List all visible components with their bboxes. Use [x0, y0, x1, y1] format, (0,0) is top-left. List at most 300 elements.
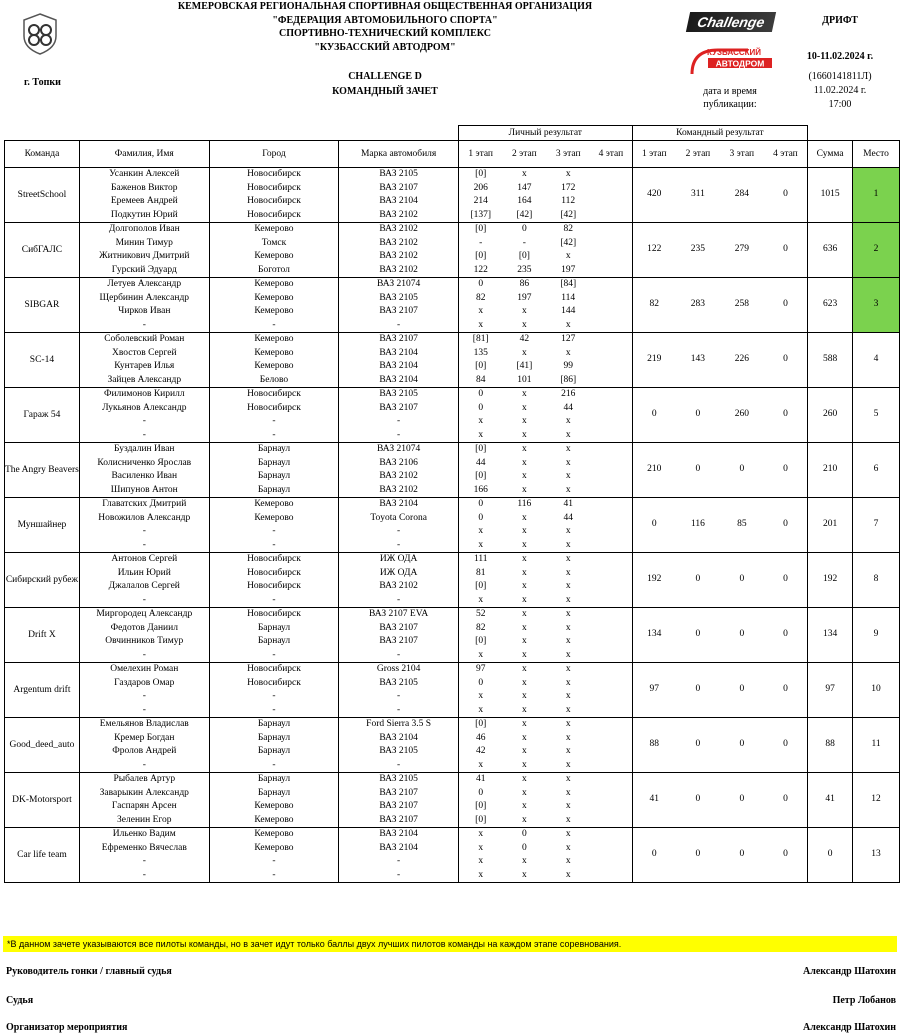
team-place: 10: [853, 663, 900, 718]
event-name: CHALLENGE D: [348, 71, 422, 82]
column-header-team-stage-1: 1 этап: [632, 141, 676, 168]
team-stage-1: 0: [632, 388, 676, 443]
pilot-name: -: [79, 594, 209, 608]
personal-stage-1: [0]: [459, 814, 503, 828]
team-sum: 260: [808, 388, 853, 443]
personal-stage-1: 42: [475, 746, 486, 756]
pilot-car: ВАЗ 2104: [339, 374, 459, 388]
pilot-car: ВАЗ 2105: [339, 745, 459, 759]
personal-stage-1: 82: [475, 292, 486, 303]
personal-stage-4: [590, 553, 632, 567]
column-header-personal-stage-3: 3 этап: [546, 141, 590, 168]
pilot-city: Барнаул: [209, 745, 339, 759]
personal-stage-3: x: [565, 444, 571, 454]
pilot-city: -: [209, 594, 339, 608]
personal-stage-1: [0]: [475, 636, 487, 646]
personal-stage-2: 147: [517, 182, 532, 193]
personal-stage-1: 166: [459, 484, 503, 498]
personal-stage-3: x: [565, 787, 571, 798]
pilot-car: Gross 2104: [339, 663, 459, 677]
pilot-name: Емельянов Владислав: [79, 718, 209, 732]
personal-stage-3: 99: [563, 361, 573, 371]
personal-stage-3: x: [565, 169, 571, 179]
judge-role: Судья: [6, 995, 34, 1006]
pilot-car: ВАЗ 2107: [339, 333, 459, 347]
team-stage-1: 0: [632, 828, 676, 883]
team-stage-2: 0: [676, 663, 720, 718]
pilot-car: -: [339, 539, 459, 553]
federation-emblem-icon: [20, 12, 60, 56]
personal-stage-4: [590, 347, 632, 361]
personal-stage-3: 82: [563, 224, 573, 234]
team-stage-3: 0: [720, 553, 764, 608]
personal-stage-2: 0: [521, 224, 527, 234]
event-code: (1660141811Л): [808, 71, 872, 82]
personal-stage-2: [42]: [502, 209, 546, 223]
column-header-team-stage-3: 3 этап: [720, 141, 764, 168]
pilot-name: -: [79, 855, 209, 869]
team-stage-3: 226: [720, 333, 764, 388]
personal-stage-3: x: [546, 704, 590, 718]
publication-date: 11.02.2024 г.: [813, 85, 867, 96]
pilot-name: Житникович Дмитрий: [79, 250, 209, 264]
pilot-city: Барнаул: [209, 635, 339, 649]
personal-stage-2: x: [521, 416, 527, 426]
personal-stage-1: 0: [478, 279, 484, 289]
pilot-name: Газдаров Омар: [79, 677, 209, 691]
pilot-city: Кемерово: [209, 278, 339, 292]
pilot-name: Овчинников Тимур: [79, 635, 209, 649]
personal-stage-2: 101: [502, 374, 546, 388]
personal-stage-2: x: [521, 801, 527, 811]
team-stage-1: 192: [632, 553, 676, 608]
pilot-city: Новосибирск: [209, 608, 339, 622]
personal-stage-1: [0]: [475, 251, 487, 261]
personal-stage-3: 41: [563, 499, 573, 509]
personal-stage-3: x: [546, 594, 590, 608]
pilot-row: [5, 388, 900, 402]
personal-stage-3: x: [565, 829, 571, 839]
personal-stage-1: 0: [478, 677, 484, 688]
personal-stage-4: [590, 745, 632, 759]
pilot-name: Хвостов Сергей: [79, 347, 209, 361]
personal-stage-3: 197: [546, 264, 590, 278]
organization-header: [150, 0, 620, 54]
team-stage-4: 0: [764, 553, 808, 608]
pilot-row: [5, 608, 900, 622]
team-name: СибГАЛС: [5, 223, 80, 278]
pilot-car: ВАЗ 2107: [339, 402, 459, 416]
team-name: Argentum drift: [5, 663, 80, 718]
personal-stage-4: [590, 539, 632, 553]
pilot-city: Барнаул: [209, 787, 339, 801]
personal-stage-4: [590, 787, 632, 801]
pilot-car: ВАЗ 2106: [339, 457, 459, 471]
pilot-car: ВАЗ 2107: [339, 622, 459, 636]
team-place: 13: [853, 828, 900, 883]
team-stage-1: 134: [632, 608, 676, 663]
pilot-name: Подкутин Юрий: [79, 209, 209, 223]
pilot-city: -: [209, 855, 339, 869]
personal-stage-2: 197: [517, 292, 532, 303]
personal-stage-4: [590, 333, 632, 347]
personal-stage-2: x: [521, 347, 527, 358]
personal-stage-2: x: [521, 746, 527, 756]
pilot-row: [5, 443, 900, 457]
team-stage-2: 143: [676, 333, 720, 388]
personal-stage-1: 0: [478, 512, 484, 523]
pilot-name: Федотов Даниил: [79, 622, 209, 636]
org-line-3: СПОРТИВНО-ТЕХНИЧЕСКИЙ КОМПЛЕКС: [278, 28, 491, 39]
pilot-car: ВАЗ 2104: [339, 347, 459, 361]
pilot-name: -: [79, 525, 209, 539]
team-stage-3: 0: [720, 663, 764, 718]
personal-stage-1: x: [478, 691, 484, 701]
personal-stage-4: [590, 429, 632, 443]
personal-stage-1: x: [459, 539, 503, 553]
team-stage-1: 210: [632, 443, 676, 498]
pilot-car: ВАЗ 2102: [339, 470, 459, 484]
personal-stage-2: x: [521, 677, 527, 688]
personal-stage-4: [590, 594, 632, 608]
team-sum: 134: [808, 608, 853, 663]
personal-stage-4: [590, 388, 632, 402]
organizer-role: Организатор мероприятия: [6, 1022, 128, 1033]
column-header-personal-stage-4: 4 этап: [590, 141, 632, 168]
personal-stage-3: x: [546, 319, 590, 333]
pilot-name: Ефременко Вячеслав: [79, 842, 209, 856]
team-stage-3: 0: [720, 718, 764, 773]
pilot-name: Гурский Эдуард: [79, 264, 209, 278]
pilot-city: Кемерово: [209, 814, 339, 828]
personal-stage-2: x: [502, 429, 546, 443]
personal-stage-3: x: [546, 814, 590, 828]
team-name: The Angry Beavers: [5, 443, 80, 498]
pilot-car: ВАЗ 2105: [339, 677, 459, 691]
pilot-car: ВАЗ 2105: [339, 292, 459, 306]
pilot-row: [5, 223, 900, 237]
personal-stage-3: 172: [561, 182, 576, 193]
column-header-row: [5, 141, 900, 168]
personal-stage-1: [0]: [475, 581, 487, 591]
pilot-name: -: [79, 539, 209, 553]
personal-stage-1: x: [459, 429, 503, 443]
pilot-name: Филимонов Кирилл: [79, 388, 209, 402]
pilot-city: Кемерово: [209, 305, 339, 319]
team-stage-3: 0: [720, 828, 764, 883]
team-stage-2: 0: [676, 608, 720, 663]
personal-stage-3: x: [565, 801, 571, 811]
team-stage-4: 0: [764, 773, 808, 828]
personal-stage-1: x: [478, 416, 484, 426]
team-stage-1: 0: [632, 498, 676, 553]
pilot-name: Шипунов Антон: [79, 484, 209, 498]
personal-stage-4: [590, 195, 632, 209]
personal-stage-3: [84]: [560, 279, 577, 289]
personal-stage-4: [590, 457, 632, 471]
team-place: 11: [853, 718, 900, 773]
personal-stage-4: [590, 635, 632, 649]
personal-stage-2: x: [521, 636, 527, 646]
team-sum: 41: [808, 773, 853, 828]
personal-stage-1: x: [459, 319, 503, 333]
personal-stage-1: [0]: [475, 169, 487, 179]
pilot-name: -: [79, 869, 209, 883]
personal-stage-4: [590, 512, 632, 526]
team-stage-4: 0: [764, 333, 808, 388]
personal-stage-1: 82: [475, 622, 486, 633]
personal-stage-3: x: [565, 609, 571, 619]
personal-stage-2: x: [502, 704, 546, 718]
pilot-city: Новосибирск: [209, 677, 339, 691]
personal-stage-1: x: [459, 649, 503, 663]
pilot-car: -: [339, 319, 459, 333]
team-stage-2: 116: [676, 498, 720, 553]
team-stage-1: 82: [632, 278, 676, 333]
pilot-car: ВАЗ 2102: [339, 264, 459, 278]
personal-stage-4: [590, 800, 632, 814]
pilot-car: ВАЗ 2104: [339, 195, 459, 209]
team-sum: 210: [808, 443, 853, 498]
pilot-city: -: [209, 690, 339, 704]
pilot-car: -: [339, 704, 459, 718]
pilot-city: Кемерово: [209, 828, 339, 842]
personal-stage-2: 86: [519, 279, 530, 289]
personal-stage-3: x: [546, 429, 590, 443]
team-stage-2: 0: [676, 718, 720, 773]
personal-stage-3: x: [565, 622, 571, 633]
logo-line-2: АВТОДРОМ: [715, 58, 765, 69]
personal-stage-4: [590, 704, 632, 718]
personal-stage-1: 122: [459, 264, 503, 278]
personal-stage-4: [590, 374, 632, 388]
team-name: Car life team: [5, 828, 80, 883]
org-line-4: "КУЗБАССКИЙ АВТОДРОМ": [314, 41, 456, 53]
personal-stage-3: 114: [561, 292, 576, 303]
personal-stage-1: 111: [473, 554, 488, 564]
team-place: 8: [853, 553, 900, 608]
personal-stage-4: [590, 182, 632, 196]
pilot-city: Кемерово: [209, 498, 339, 512]
pilot-city: -: [209, 539, 339, 553]
column-header-place: Место: [853, 141, 900, 168]
team-sum: 201: [808, 498, 853, 553]
pilot-city: Кемерово: [209, 800, 339, 814]
team-stage-4: 0: [764, 828, 808, 883]
personal-stage-2: x: [521, 622, 527, 633]
team-stage-4: 0: [764, 278, 808, 333]
pilot-car: ИЖ ОДА: [339, 567, 459, 581]
pilot-city: Новосибирск: [209, 567, 339, 581]
personal-stage-2: 116: [517, 499, 532, 509]
personal-stage-4: [590, 814, 632, 828]
pilot-car: ВАЗ 2107: [339, 800, 459, 814]
personal-stage-2: x: [521, 774, 527, 784]
personal-stage-1: -: [479, 237, 483, 248]
pilot-city: Кемерово: [209, 347, 339, 361]
team-place: 6: [853, 443, 900, 498]
pilot-name: Кремер Богдан: [79, 732, 209, 746]
team-results-group: Командный результат: [632, 126, 808, 141]
pilot-name: -: [79, 759, 209, 773]
personal-stage-2: x: [502, 649, 546, 663]
personal-stage-2: x: [521, 389, 527, 399]
team-sum: 588: [808, 333, 853, 388]
pilot-city: Томск: [209, 237, 339, 251]
personal-stage-3: x: [546, 484, 590, 498]
personal-stage-4: [590, 649, 632, 663]
personal-stage-4: [590, 718, 632, 732]
team-place: 4: [853, 333, 900, 388]
column-header-team-stage-4: 4 этап: [764, 141, 808, 168]
pilot-car: ВАЗ 2104: [339, 732, 459, 746]
team-stage-2: 311: [676, 168, 720, 223]
pilot-name: Главатских Дмитрий: [79, 498, 209, 512]
pilot-city: -: [209, 869, 339, 883]
column-header-sum: Сумма: [808, 141, 853, 168]
standings-title: КОМАНДНЫЙ ЗАЧЕТ: [332, 86, 438, 97]
personal-stage-2: 42: [519, 334, 530, 344]
pilot-city: Кемерово: [209, 512, 339, 526]
results-body: [5, 168, 900, 883]
personal-stage-3: x: [546, 649, 590, 663]
personal-stage-4: [590, 209, 632, 223]
pilot-name: Соболевский Роман: [79, 333, 209, 347]
personal-stage-3: x: [565, 251, 571, 261]
personal-stage-3: x: [546, 869, 590, 883]
personal-stage-4: [590, 250, 632, 264]
team-name: StreetSchool: [5, 168, 80, 223]
personal-stage-4: [590, 470, 632, 484]
personal-stage-4: [590, 828, 632, 842]
team-stage-2: 0: [676, 553, 720, 608]
personal-stage-4: [590, 842, 632, 856]
pilot-car: -: [339, 594, 459, 608]
personal-stage-2: x: [502, 594, 546, 608]
pilot-city: Новосибирск: [209, 195, 339, 209]
personal-stage-3: x: [565, 664, 571, 674]
kuzbass-autodrom-logo: [688, 44, 774, 80]
personal-stage-3: x: [565, 719, 571, 729]
team-sum: 97: [808, 663, 853, 718]
pilot-city: Кемерово: [209, 360, 339, 374]
pilot-car: -: [339, 869, 459, 883]
personal-stage-3: 127: [561, 334, 576, 344]
personal-stage-4: [590, 690, 632, 704]
team-stage-4: 0: [764, 718, 808, 773]
team-stage-1: 88: [632, 718, 676, 773]
personal-stage-3: x: [565, 416, 571, 426]
personal-stage-3: x: [565, 457, 571, 468]
personal-stage-1: 46: [475, 732, 486, 743]
team-stage-2: 283: [676, 278, 720, 333]
pilot-city: Кемерово: [209, 842, 339, 856]
personal-stage-1: x: [478, 306, 484, 316]
pilot-name: Лукьянов Александр: [79, 402, 209, 416]
personal-stage-4: [590, 264, 632, 278]
pilot-car: ВАЗ 21074: [339, 278, 459, 292]
column-header-city: Город: [209, 141, 339, 168]
team-stage-1: 420: [632, 168, 676, 223]
personal-stage-3: x: [565, 347, 571, 358]
personal-stage-4: [590, 168, 632, 182]
personal-stage-2: 0: [521, 842, 527, 853]
team-name: Муншайнер: [5, 498, 80, 553]
pilot-row: [5, 333, 900, 347]
team-stage-1: 41: [632, 773, 676, 828]
pilot-city: Новосибирск: [209, 580, 339, 594]
personal-stage-4: [590, 443, 632, 457]
pilot-car: ВАЗ 2102: [339, 580, 459, 594]
team-sum: 0: [808, 828, 853, 883]
personal-stage-3: x: [565, 526, 571, 536]
personal-stage-2: [41]: [516, 361, 533, 371]
personal-stage-2: x: [502, 484, 546, 498]
pilot-row: [5, 773, 900, 787]
personal-stage-3: 44: [563, 402, 573, 413]
personal-stage-1: [0]: [475, 471, 487, 481]
pilot-car: ВАЗ 2104: [339, 360, 459, 374]
team-stage-4: 0: [764, 663, 808, 718]
team-sum: 192: [808, 553, 853, 608]
personal-stage-3: x: [565, 746, 571, 756]
pilot-city: -: [209, 525, 339, 539]
pilot-row: [5, 553, 900, 567]
team-name: DK-Motorsport: [5, 773, 80, 828]
pilot-car: ИЖ ОДА: [339, 553, 459, 567]
pilot-name: Колисниченко Ярослав: [79, 457, 209, 471]
personal-stage-2: x: [521, 402, 527, 413]
personal-stage-1: x: [478, 526, 484, 536]
team-results-table: [4, 125, 900, 883]
personal-stage-1: 52: [475, 609, 486, 619]
pilot-name: Рыбалев Артур: [79, 773, 209, 787]
column-header-team: Команда: [5, 141, 80, 168]
discipline: ДРИФТ: [822, 15, 858, 26]
org-line-1: КЕМЕРОВСКАЯ РЕГИОНАЛЬНАЯ СПОРТИВНАЯ ОБЩЕСТВЕННАЯ ОРГАНИЗАЦИЯ: [177, 1, 593, 12]
personal-stage-1: x: [459, 869, 503, 883]
personal-stage-2: x: [521, 512, 527, 523]
team-place: 7: [853, 498, 900, 553]
pilot-city: Кемерово: [209, 333, 339, 347]
personal-stage-3: x: [565, 842, 571, 853]
personal-stage-3: x: [565, 567, 571, 578]
pilot-car: ВАЗ 2107: [339, 787, 459, 801]
personal-stage-4: [590, 498, 632, 512]
personal-stage-2: [0]: [518, 251, 530, 261]
pilot-name: Антонов Сергей: [79, 553, 209, 567]
pilot-car: -: [339, 415, 459, 429]
team-stage-2: 0: [676, 828, 720, 883]
pilot-city: Кемерово: [209, 292, 339, 306]
pilot-city: Новосибирск: [209, 388, 339, 402]
team-stage-3: 85: [720, 498, 764, 553]
pilot-car: ВАЗ 2107: [339, 305, 459, 319]
pilot-name: -: [79, 319, 209, 333]
column-header-team-stage-2: 2 этап: [676, 141, 720, 168]
personal-stage-2: x: [521, 457, 527, 468]
personal-stage-3: [86]: [546, 374, 590, 388]
personal-stage-3: [42]: [546, 209, 590, 223]
personal-stage-2: x: [502, 814, 546, 828]
team-place: 3: [853, 278, 900, 333]
personal-stage-1: [137]: [459, 209, 503, 223]
pilot-car: -: [339, 649, 459, 663]
pilot-name: Миргородец Александр: [79, 608, 209, 622]
pilot-name: -: [79, 690, 209, 704]
pilot-name: Буздалин Иван: [79, 443, 209, 457]
personal-stage-1: 97: [475, 664, 486, 674]
